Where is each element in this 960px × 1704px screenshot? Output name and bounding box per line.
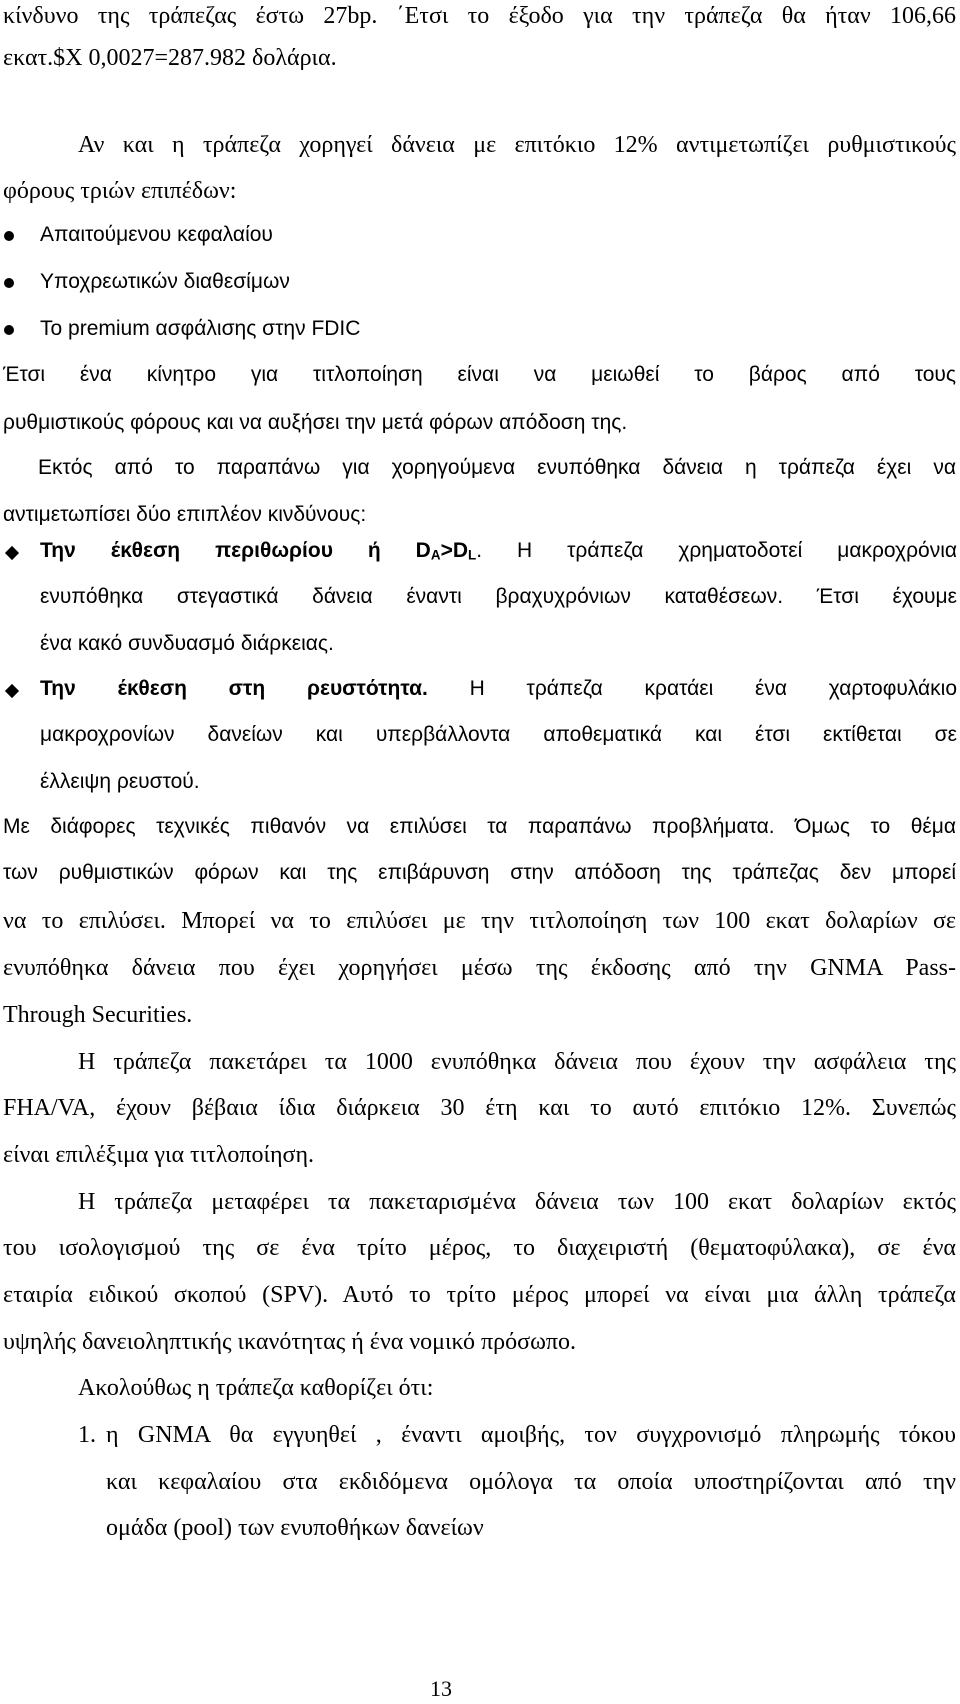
risk-item-1 bbox=[40, 540, 957, 562]
text-line-2: εκατ.$Χ 0,0027=287.982 δολάρια. bbox=[3, 45, 337, 71]
risk-item-2 bbox=[40, 678, 957, 699]
list-item-1-line-3: ομάδα (pool) των ενυποθήκων δανείων bbox=[106, 1515, 484, 1541]
text-line-10: ένα κακό συνδυασμό διάρκειας. bbox=[40, 632, 334, 655]
text-line-21: Η τράπεζα μεταφέρει τα πακεταρισμένα δάνεια των 100 εκατ δολαρίων εκτός bbox=[78, 1189, 956, 1215]
text-line-22: του ισολογισμού της σε ένα τρίτο μέρος, το διαχειριστή (θεματοφύλακα), σε ένα bbox=[3, 1235, 956, 1261]
list-item-number: 1. bbox=[78, 1422, 96, 1448]
page-number: 13 bbox=[430, 1676, 452, 1701]
text-line-19: FHA/VA, έχουν βέβαια ίδια διάρκεια 30 έτη και το αυτό επιτόκιο 12%. Συνεπώς bbox=[3, 1095, 956, 1121]
risk-item-1-bold: Την έκθεση περιθωρίου ή D bbox=[40, 539, 431, 562]
bullet-icon bbox=[4, 231, 14, 241]
text-line-13: Με διάφορες τεχνικές πιθανόν να επιλύσει τα παραπάνω προβλήματα. Όμως το θέμα bbox=[3, 815, 956, 838]
subscript-l: L bbox=[468, 547, 477, 563]
text-line-1: κίνδυνο της τράπεζας έστω 27bp. ΄Ετσι το έξοδο για την τράπεζα θα ήταν 106,66 bbox=[3, 3, 956, 29]
text-line-17: Through Securities. bbox=[3, 1002, 193, 1028]
paragraph-regulatory-taxes: Αν και η τράπεζα χορηγεί δάνεια με επιτόκιο 12% αντιμετωπίζει ρυθμιστικούς bbox=[78, 132, 956, 158]
list-item-1-line-1: η GNMA θα εγγυηθεί , έναντι αμοιβής, τον συγχρονισμό πληρωμής τόκου bbox=[106, 1422, 956, 1448]
text-line-16: ενυπόθηκα δάνεια που έχει χορηγήσει μέσω της έκδοσης από την GNMA Pass- bbox=[3, 955, 956, 981]
bullet-icon bbox=[4, 325, 14, 335]
subscript-a: A bbox=[430, 547, 441, 563]
list-item-1-line-2: και κεφαλαίου στα εκδιδόμενα ομόλογα τα οποία υποστηρίζονται από την bbox=[106, 1469, 956, 1495]
greater-than-d: >D bbox=[440, 539, 468, 562]
text-line-18: Η τράπεζα πακετάρει τα 1000 ενυπόθηκα δάνεια που έχουν την ασφάλεια της bbox=[78, 1049, 956, 1075]
text-line-24: υψηλής δανειοληπτικής ικανότητας ή ένα νομικό πρόσωπο. bbox=[3, 1329, 576, 1355]
text-line-6: ρυθμιστικούς φόρους και να αυξήσει την μετά φόρων απόδοση της. bbox=[3, 411, 628, 434]
text-line-14: των ρυθμιστικών φόρων και της επιβάρυνση στην απόδοση της τράπεζας δεν μπορεί bbox=[3, 861, 956, 884]
text-line-7: Εκτός από το παραπάνω για χορηγούμενα ενυπόθηκα δάνεια η τράπεζα έχει να bbox=[38, 456, 956, 479]
bullet-icon bbox=[4, 278, 14, 288]
bullet-item-3: Το premium ασφάλισης στην FDIC bbox=[40, 317, 361, 340]
text-line-11: μακροχρονίων δανείων και υπερβάλλοντα αποθεματικά και έτσι εκτίθεται σε bbox=[40, 723, 957, 746]
text-line-9: ενυπόθηκα στεγαστικά δάνεια έναντι βραχυχρόνιων καταθέσεων. Έτσι έχουμε bbox=[40, 585, 957, 608]
risk-item-1-rest: . Η τράπεζα χρηματοδοτεί μακροχρόνια bbox=[476, 539, 957, 562]
diamond-bullet-icon bbox=[5, 684, 19, 698]
text-line-12: έλλειψη ρευστού. bbox=[40, 770, 200, 793]
risk-item-2-rest: Η τράπεζα κρατάει ένα χαρτοφυλάκιο bbox=[427, 677, 957, 700]
text-line-15: να το επιλύσει. Μπορεί να το επιλύσει με την τιτλοποίηση των 100 εκατ δολαρίων σε bbox=[3, 908, 956, 934]
text-line-5: Έτσι ένα κίνητρο για τιτλοποίηση είναι να μειωθεί το βάρος από τους bbox=[3, 363, 956, 386]
risk-item-2-bold: Την έκθεση στη ρευστότητα. bbox=[40, 677, 428, 700]
bullet-item-1: Απαιτούμενου κεφαλαίου bbox=[40, 223, 273, 246]
diamond-bullet-icon bbox=[5, 546, 19, 560]
bullet-item-2: Υποχρεωτικών διαθεσίμων bbox=[40, 270, 290, 293]
text-line-8: αντιμετωπίσει δύο επιπλέον κινδύνους: bbox=[3, 503, 367, 526]
text-line-23: εταιρία ειδικού σκοπού (SPV). Αυτό το τρίτο μέρος μπορεί να είναι μια άλλη τράπεζα bbox=[3, 1282, 956, 1308]
text-line-20: είναι επιλέξιμα για τιτλοποίηση. bbox=[3, 1142, 315, 1168]
text-line-4: φόρους τριών επιπέδων: bbox=[3, 178, 237, 204]
text-line-25: Ακολούθως η τράπεζα καθορίζει ότι: bbox=[78, 1375, 434, 1401]
